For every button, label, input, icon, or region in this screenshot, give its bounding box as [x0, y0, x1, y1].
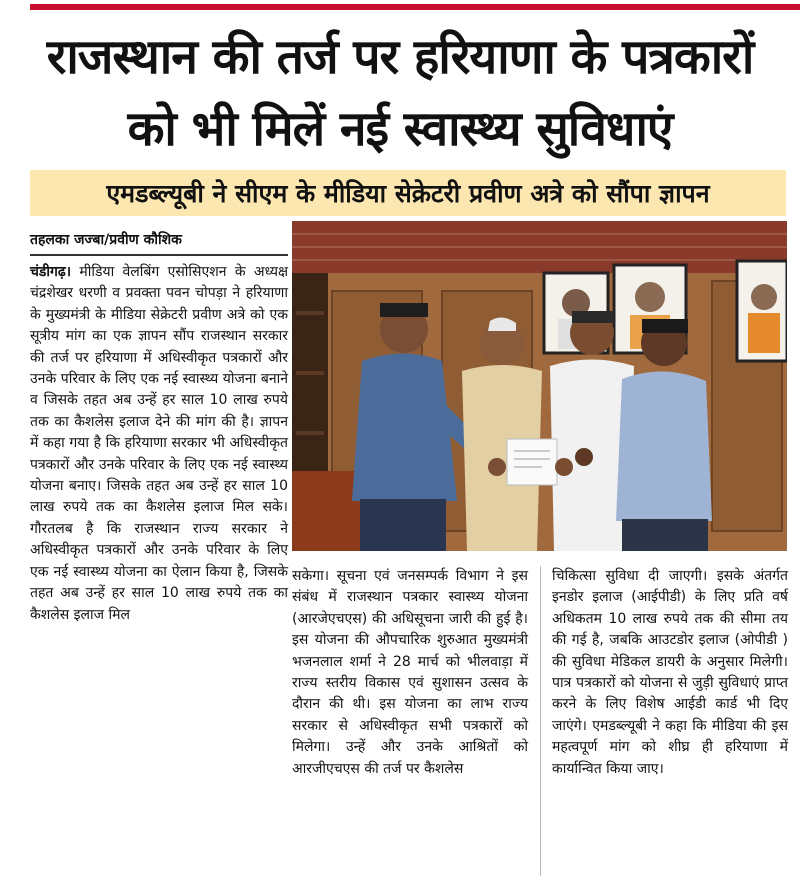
news-photo [292, 221, 787, 551]
dateline: चंडीगढ़। [30, 264, 72, 280]
top-red-rule [30, 4, 800, 10]
article-text-1: मीडिया वेलबिंग एसोसिएशन के अध्यक्ष चंद्रशेखर धरणी व प्रवक्ता पवन चोपड़ा ने हरियाणा के मुख्यमंत्री के मीडिया सेक्रेटरी प्रवीण अत्रे को एक सूत्रीय मांग का एक ज्ञापन सौंप राजस्थान सरकार की तर्ज पर हरियाणा में अधिस्वीकृत पत्रकारों और उनके परिवार के लिए एक नई स्वास्थ्य योजना बनाने व जिसके तहत अब उन्हें हर साल 10 लाख रुपये तक का कैशलेस इलाज देने की मांग की है। ज्ञापन में कहा गया है कि हरियाणा सरकार भी अधिस्वीकृत पत्रकारों और उनके परिवार के लिए एक नई स्वास्थ्य योजना बनाए। जिसके तहत अब उन्हें हर साल 10 लाख रुपये तक का कैशलेस इलाज मिल सके। गौरतलब है कि राजस्थान राज्य सरकार ने अधिस्वीकृत पत्रकारों और उनके परिवार के लिए एक नई स्वास्थ्य योजना का ऐलान किया है, जिसके तहत अब उन्हें हर साल 10 लाख रुपये तक का कैशलेस इलाज मिल [30, 264, 288, 623]
headline-line-2: को भी मिलें नई स्वास्थ्य सुविधाएं [127, 101, 673, 157]
article-text-3: चिकित्सा सुविधा दी जाएगी। इसके अंतर्गत इनडोर इलाज (आईपीडी) के लिए प्रति वर्ष अधिकतम 10 लाख रुपये तक की सीमा तय की गई है, जबकि आउटडोर इलाज (ओपीडी ) की सुविधा मेडिकल डायरी के अनुसार मिलेगी। पात्र पत्रकारों को योजना से जुड़ी सुविधाएं प्राप्त करने के लिए विशेष आईडी कार्ड भी दिए जाएंगे। एमडब्ल्यूबी ने कहा कि मीडिया की इस महत्वपूर्ण मांग को शीघ्र ही हरियाणा में कार्यान्वित किया जाए। [552, 568, 788, 777]
photo-of-memorandum-handover-icon [292, 221, 787, 551]
byline: तहलका जज्बा/प्रवीण कौशिक [30, 226, 288, 256]
article-column-1 [30, 262, 288, 626]
column-divider [540, 566, 541, 876]
article-text-2: सकेगा। सूचना एवं जनसम्पर्क विभाग ने इस संबंध में राजस्थान पत्रकार स्वास्थ्य योजना (आरजेएचएस) की अधिसूचना जारी की हुई है। इस योजना की औपचारिक शुरुआत मुख्यमंत्री भजनलाल शर्मा ने 28 मार्च को भीलवाड़ा में राज्य स्तरीय विकास एवं सुशासन उत्सव के दौरान की थी। इस योजना का लाभ राज्य सरकार से अधिस्वीकृत सभी पत्रकारों को मिलेगा। उन्हें और उनके आश्रितों को आरजीएचएस की तर्ज पर कैशलेस [292, 568, 528, 777]
headline-line-1: राजस्थान की तर्ज पर हरियाणा के पत्रकारों [46, 29, 754, 85]
subheadline-band [30, 170, 786, 216]
subheadline: एमडब्ल्यूबी ने सीएम के मीडिया सेक्रेटरी प्रवीण अत्रे को सौंपा ज्ञापन [106, 179, 710, 208]
article-column-3 [552, 566, 788, 780]
article-column-2 [292, 566, 528, 780]
